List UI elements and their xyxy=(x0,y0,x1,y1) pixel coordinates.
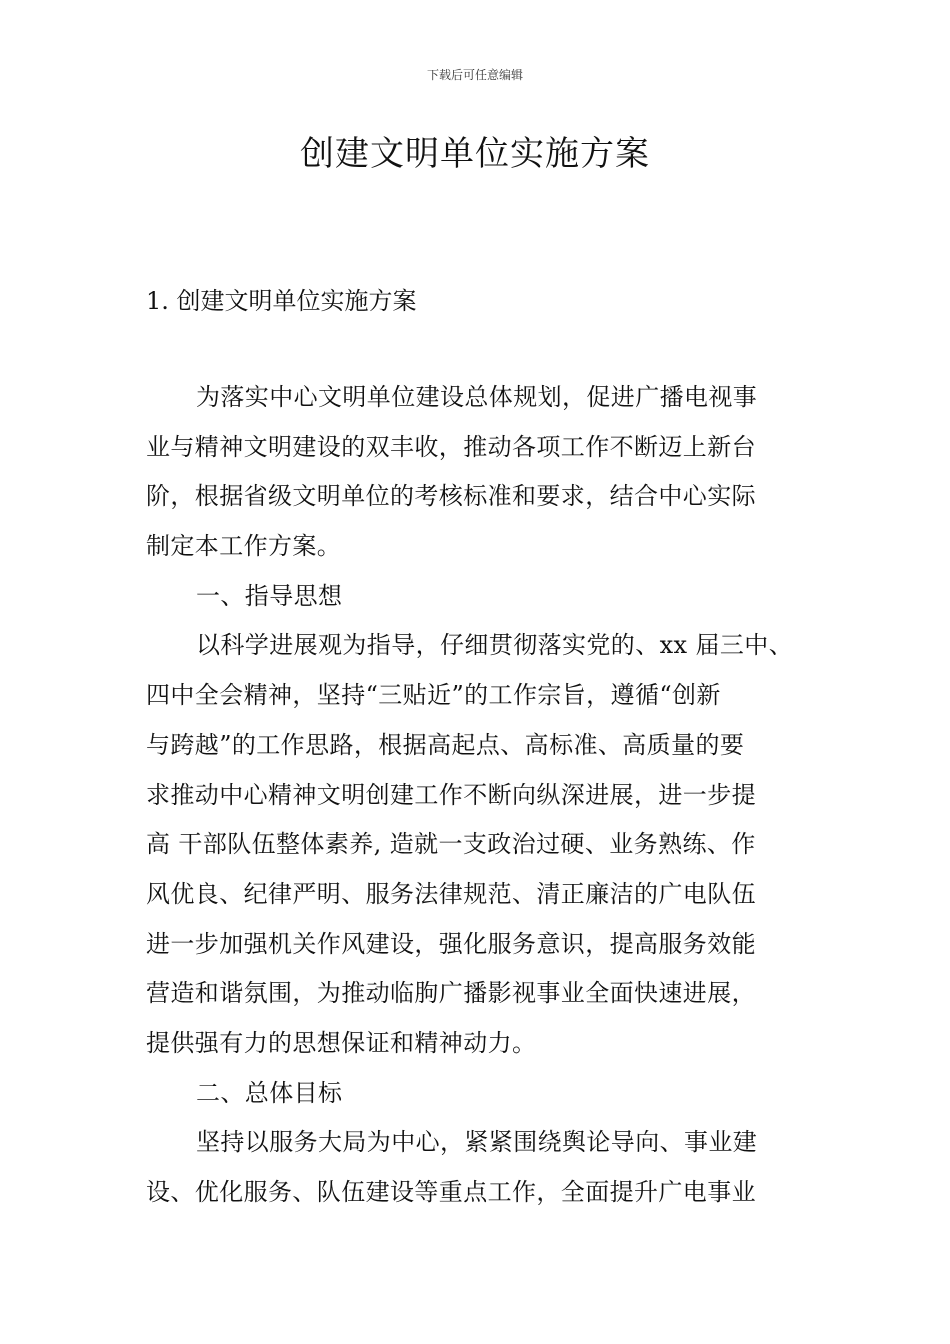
section-heading: 1. 创建文明单位实施方案 xyxy=(146,287,417,315)
text-line: 与跨越”的工作思路，根据高起点、高标准、高质量的要 xyxy=(146,730,745,759)
page-title: 创建文明单位实施方案 xyxy=(300,134,650,174)
text-line: 二、总体目标 xyxy=(196,1078,343,1107)
text-line: 提供强有力的思想保证和精神动力。 xyxy=(146,1028,537,1057)
text-line: 为落实中心文明单位建设总体规划，促进广播电视事 xyxy=(196,383,758,411)
text-line: 坚持以服务大局为中心，紧紧围绕舆论导向、事业建 xyxy=(196,1128,758,1157)
body-text xyxy=(146,373,818,1218)
header-note: 下载后可任意编辑 xyxy=(426,68,523,82)
text-line: 制定本工作方案。 xyxy=(146,532,342,561)
text-line: 求推动中心精神文明创建工作不断向纵深进展，进一步提 xyxy=(146,780,756,809)
text-line: 高 干部队伍整体素养, 造就一支政治过硬、业务熟练、作 xyxy=(146,830,756,859)
text-line: 一、指导思想 xyxy=(196,581,343,610)
text-line: 四中全会精神，坚持“三贴近”的工作宗旨，遵循“创新 xyxy=(146,681,721,710)
text-line: 以科学进展观为指导，仔细贯彻落实党的、xx 届三中、 xyxy=(196,631,794,660)
text-line: 业与精神文明建设的双丰收，推动各项工作不断迈上新台 xyxy=(146,432,756,461)
text-line: 营造和谐氛围，为推动临朐广播影视事业全面快速进展， xyxy=(146,979,756,1008)
text-line: 风优良、纪律严明、服务法律规范、清正廉洁的广电队伍 xyxy=(146,879,756,908)
text-line: 设、优化服务、队伍建设等重点工作，全面提升广电事业 xyxy=(146,1178,756,1206)
text-line: 阶，根据省级文明单位的考核标准和要求，结合中心实际 xyxy=(146,482,756,511)
text-line: 进一步加强机关作风建设，强化服务意识，提高服务效能 xyxy=(146,929,756,958)
